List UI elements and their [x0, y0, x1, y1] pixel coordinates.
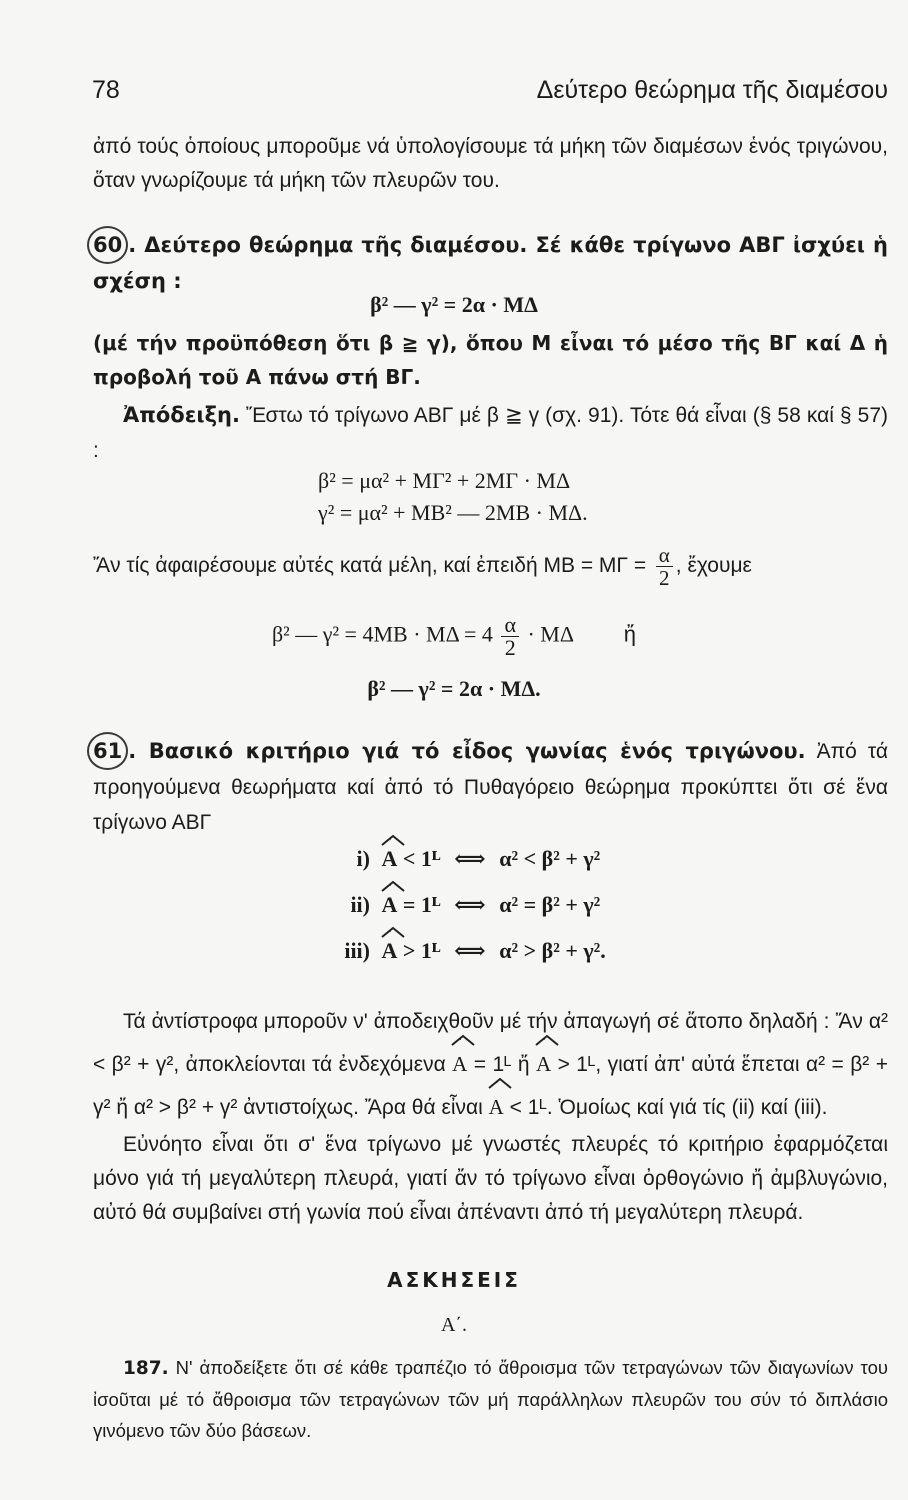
fraction-denominator: 2	[659, 566, 670, 590]
page-header	[92, 72, 888, 112]
section-61-title: . Βασικό κριτήριο γιά τό εἶδος γωνίας ἑνός τριγώνου.	[128, 739, 806, 763]
exercises-heading: ΑΣΚΗΣΕΙΣ	[387, 1268, 521, 1292]
section-61-number: 61	[87, 732, 128, 770]
angle-a-hat: A	[382, 840, 398, 872]
converse-text-1b: = 1ᴸ ἤ	[473, 1053, 530, 1076]
running-title: Δεύτερο θεώρημα τῆς διαμέσου	[536, 76, 888, 104]
section-61-lead: Ἀπό τά προηγούμενα θεωρήματα καί ἀπό τό Πυθαγόρειο θεώρημα προκύπτει ὅτι σέ ἕνα τρίγωνο ΑΒΓ	[93, 740, 888, 834]
equation-3-denominator: 2	[504, 635, 516, 660]
equation-3-fraction	[501, 614, 519, 659]
case-arrow: ⟺	[454, 892, 486, 917]
case-label: ii)	[350, 892, 370, 917]
exercise-187-text: Ν' ἀποδείξετε ὅτι σέ κάθε τραπέζιο τό ἄθροισμα τῶν τετραγώνων τῶν διαγωνίων του ἰσοῦται μέ τό ἄθροισμα τῶν τετραγώνων τῶν μή παράλληλων πλευρῶν του σύν τό διπλάσιο γινόμενο τῶν δύο βάσεων.	[93, 1357, 888, 1441]
subtract-line	[93, 544, 888, 594]
case-relation: > 1ᴸ	[402, 938, 441, 963]
converse-text-1c: > 1ᴸ,	[557, 1053, 602, 1076]
converse-text-3a: εἶναι	[441, 1096, 483, 1119]
theorem-formula: β² — γ² = 2α · ΜΔ	[370, 292, 538, 317]
exercise-187	[93, 1352, 888, 1446]
section-61-paragraph	[93, 732, 888, 840]
case-label: iii)	[344, 938, 370, 963]
note-text: Εὐνόητο εἶναι ὅτι σ' ἕνα τρίγωνο μέ γνωστές πλευρές τό κριτήριο ἐφαρμόζεται μόνο γιά τή μεγαλύτερη πλευρά, γιατί ἄν τό τρίγωνο εἶναι ὀρθογώνιο ἤ ἀμβλυγώνιο, αὐτό θά συμβαίνει στή γωνία πού εἶναι ἀπέναντι ἀπό τή μεγαλύτερη πλευρά.	[93, 1133, 888, 1224]
case-relation: < 1ᴸ	[402, 846, 441, 871]
equation-3	[0, 614, 908, 659]
case-arrow: ⟺	[454, 846, 486, 871]
converse-paragraph	[93, 1004, 888, 1126]
equation-2: γ² = μα² + ΜΒ² — 2ΜΒ · ΜΔ.	[318, 500, 588, 525]
case-result: α² < β² + γ²	[499, 846, 601, 871]
note-paragraph	[93, 1128, 888, 1230]
equation-4: β² — γ² = 2α · ΜΔ.	[367, 676, 541, 701]
criterion-case-1	[330, 840, 750, 872]
equation-3-numerator: α	[501, 614, 519, 637]
section-60-number: 60	[87, 226, 128, 264]
equation-3-right: · ΜΔ	[527, 621, 573, 647]
equation-3-or: ἤ	[623, 621, 637, 647]
angle-a-hat: A	[536, 1040, 551, 1082]
subtract-text: Ἄν τίς ἀφαιρέσουμε αὐτές κατά μέλη, καί ἐπειδή ΜΒ = ΜΓ =	[93, 554, 647, 577]
angle-a-hat: A	[452, 1040, 467, 1082]
angle-a-hat: A	[382, 932, 398, 964]
theorem-condition: (μέ τήν προϋπόθεση ὅτι β ≧ γ), ὅπου Μ εἶναι τό μέσο τῆς ΒΓ καί Δ ἡ προβολή τοῦ Α πάνω στή ΒΓ.	[93, 331, 888, 389]
angle-a-hat: A	[382, 886, 398, 918]
criterion-case-3	[330, 932, 750, 964]
section-60-heading	[93, 226, 888, 298]
converse-text-2: γιατί ἀπ' αὐτά ἕπεται α² = β² + γ² ἤ α² > β² + γ² ἀντιστοίχως. Ἄρα θά	[93, 1053, 888, 1119]
equation-3-left: β² — γ² = 4ΜΒ · ΜΔ = 4	[271, 621, 493, 647]
page-number: 78	[92, 76, 120, 104]
fraction-alpha-over-2	[656, 544, 673, 589]
criterion-case-2	[330, 886, 750, 918]
subtract-after: , ἔχουμε	[675, 554, 752, 577]
converse-text-3b: < 1ᴸ. Ὁμοίως καί γιά τίς (ii) καί (iii).	[509, 1096, 828, 1119]
equation-1: β² = μα² + ΜΓ² + 2ΜΓ · ΜΔ	[318, 468, 571, 493]
exercise-187-number: 187.	[123, 1358, 169, 1379]
fraction-numerator: α	[656, 544, 673, 567]
proof-paragraph	[93, 398, 888, 468]
case-relation: = 1ᴸ	[402, 892, 441, 917]
case-result: α² > β² + γ².	[499, 938, 606, 963]
case-result: α² = β² + γ²	[499, 892, 601, 917]
proof-text: Ἔστω τό τρίγωνο ΑΒΓ μέ β ≧ γ (σχ. 91). Τότε θά εἶναι (§ 58 καί § 57) :	[93, 404, 888, 462]
proof-label: Ἀπόδειξη.	[123, 403, 240, 427]
exercises-subheading: Α΄.	[440, 1314, 468, 1336]
section-60-lead: Σέ κάθε τρίγωνο ΑΒΓ ἰσχύει ἡ σχέση :	[93, 233, 889, 293]
converse-text-1: Τά ἀντίστροφα μποροῦν ν' ἀποδειχθοῦν μέ τήν ἀπαγωγή σέ ἄτοπο δηλαδή : Ἄν α² < β² + γ², ἀποκλείονται τά ἐνδεχόμενα	[93, 1010, 888, 1076]
section-60-title: . Δεύτερο θεώρημα τῆς διαμέσου.	[128, 233, 528, 257]
angle-a-hat: A	[489, 1083, 504, 1125]
case-arrow: ⟺	[454, 938, 486, 963]
case-label: i)	[356, 846, 370, 871]
intro-paragraph: ἀπό τούς ὁποίους μποροῦμε νά ὑπολογίσουμε τά μήκη τῶν διαμέσων ἑνός τριγώνου, ὅταν γνωρίζουμε τά μήκη τῶν πλευρῶν του.	[93, 135, 888, 192]
